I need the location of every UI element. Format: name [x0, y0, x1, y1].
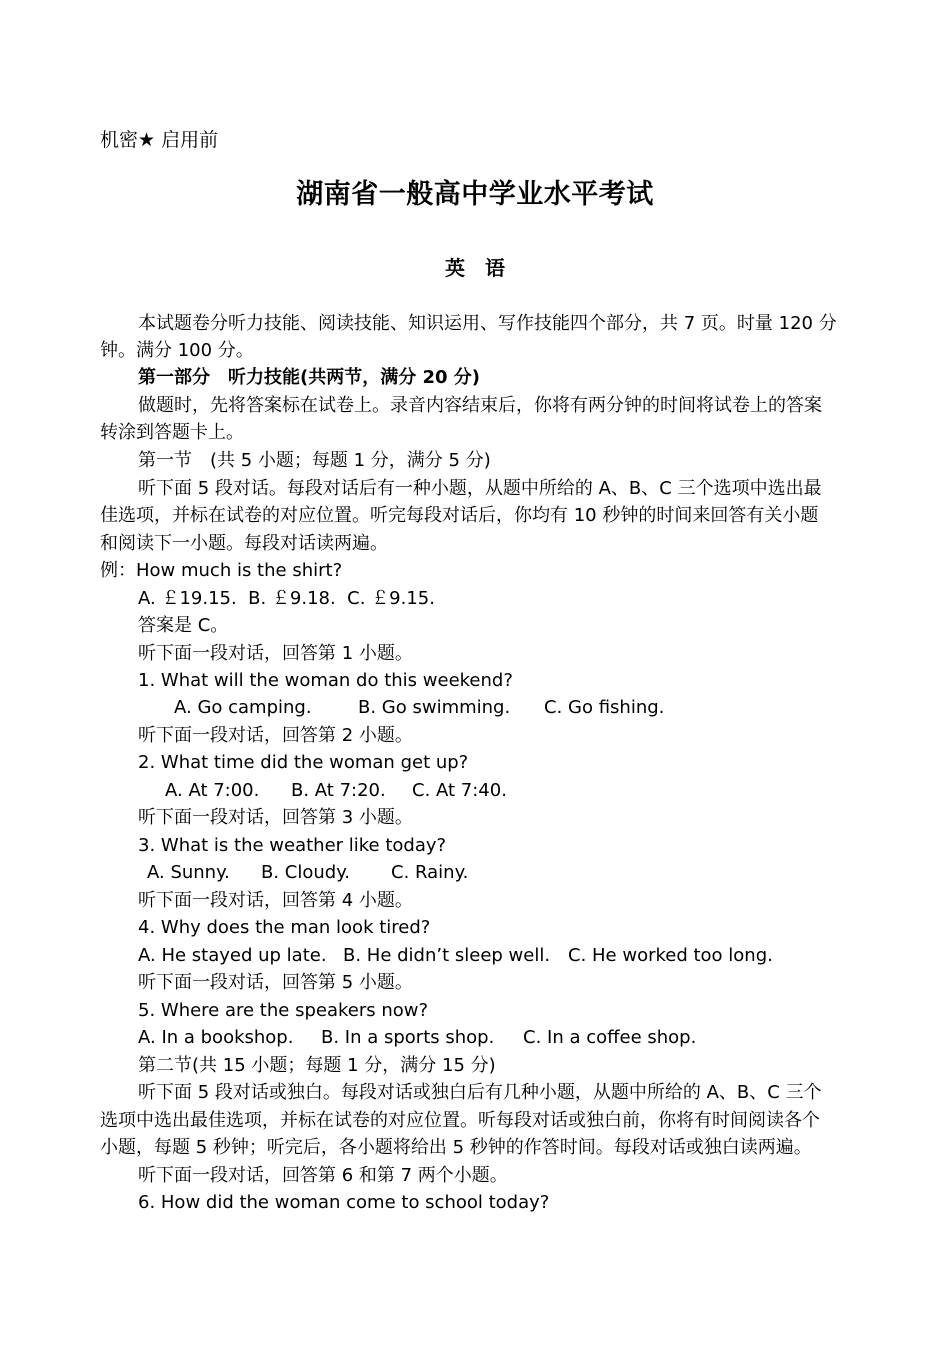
question-1-option-b: B. Go swimming.: [358, 697, 511, 718]
subject-title: 英 语: [445, 256, 505, 280]
section2-instruction-3: 小题，每题 5 秒钟；听完后，各小题将给出 5 秒钟的作答时间。每段对话或独白读两遍。: [100, 1137, 812, 1158]
question-2-option-a: A. At 7:00.: [165, 780, 260, 801]
question-2-prompt: 听下面一段对话，回答第 2 小题。: [138, 725, 413, 746]
question-1-options: [174, 698, 664, 718]
exam-title: 湖南省一般高中学业水平考试: [296, 179, 654, 210]
question-3-options: [147, 863, 468, 883]
example-options: A. ￡19.15. B. ￡9.18. C. ￡9.15.: [138, 588, 435, 609]
intro-line-2: 钟。满分 100 分。: [100, 340, 254, 361]
intro-line-1: 本试题卷分听力技能、阅读技能、知识运用、写作技能四个部分，共 7 页。时量 120 分: [138, 313, 837, 334]
question-3-option-a: A. Sunny.: [147, 862, 230, 883]
confidential-label: 机密★ 启用前: [100, 129, 219, 151]
section2-instruction-2: 选项中选出最佳选项，并标在试卷的对应位置。听每段对话或独白前，你将有时间阅读各个: [100, 1110, 820, 1131]
example-question: 例：How much is the shirt?: [100, 560, 343, 581]
question-3-prompt: 听下面一段对话，回答第 3 小题。: [138, 807, 413, 828]
question-3-option-b: B. Cloudy.: [261, 862, 351, 883]
section2-heading: 第二节(共 15 小题；每题 1 分，满分 15 分): [138, 1055, 496, 1076]
question-4-option-b: B. He didn’t sleep well.: [343, 945, 551, 966]
question-2-options: [165, 781, 507, 801]
question-4-prompt: 听下面一段对话，回答第 4 小题。: [138, 890, 413, 911]
section1-instruction-2: 佳选项，并标在试卷的对应位置。听完每段对话后，你均有 10 秒钟的时间来回答有关小题: [100, 505, 819, 526]
example-answer: 答案是 C。: [138, 615, 229, 636]
question-4-text: 4. Why does the man look tired?: [138, 917, 431, 938]
question-5-option-c: C. In a coffee shop.: [523, 1027, 697, 1048]
question-3-option-c: C. Rainy.: [391, 862, 469, 883]
question-2-option-b: B. At 7:20.: [291, 780, 386, 801]
section1-instruction-1: 听下面 5 段对话。每段对话后有一种小题，从题中所给的 A、B、C 三个选项中选出最: [138, 478, 822, 499]
section1-instruction-3: 和阅读下一小题。每段对话读两遍。: [100, 533, 388, 554]
question-4-option-c: C. He worked too long.: [568, 945, 773, 966]
section2-instruction-1: 听下面 5 段对话或独白。每段对话或独白后有几种小题，从题中所给的 A、B、C 三个: [138, 1082, 822, 1103]
part1-instruction-1: 做题时，先将答案标在试卷上。录音内容结束后，你将有两分钟的时间将试卷上的答案: [138, 395, 822, 416]
question-3-text: 3. What is the weather like today?: [138, 835, 447, 856]
question-1-option-c: C. Go fishing.: [544, 697, 665, 718]
question-2-text: 2. What time did the woman get up?: [138, 752, 469, 773]
question-1-prompt: 听下面一段对话，回答第 1 小题。: [138, 643, 413, 664]
question-6-prompt: 听下面一段对话，回答第 6 和第 7 两个小题。: [138, 1165, 508, 1186]
section1-heading: 第一节 (共 5 小题；每题 1 分，满分 5 分): [138, 450, 491, 471]
question-5-prompt: 听下面一段对话，回答第 5 小题。: [138, 972, 413, 993]
question-5-options: [138, 1028, 696, 1048]
part1-instruction-2: 转涂到答题卡上。: [100, 422, 244, 443]
question-4-option-a: A. He stayed up late.: [138, 945, 327, 966]
question-5-option-a: A. In a bookshop.: [138, 1027, 294, 1048]
question-5-option-b: B. In a sports shop.: [321, 1027, 495, 1048]
part1-heading: 第一部分 听力技能(共两节，满分 20 分): [138, 367, 481, 388]
question-1-text: 1. What will the woman do this weekend?: [138, 670, 513, 691]
question-2-option-c: C. At 7:40.: [412, 780, 507, 801]
question-5-text: 5. Where are the speakers now?: [138, 1000, 429, 1021]
question-1-option-a: A. Go camping.: [174, 697, 312, 718]
question-4-options: [138, 946, 773, 966]
question-6-text: 6. How did the woman come to school today?: [138, 1192, 550, 1213]
